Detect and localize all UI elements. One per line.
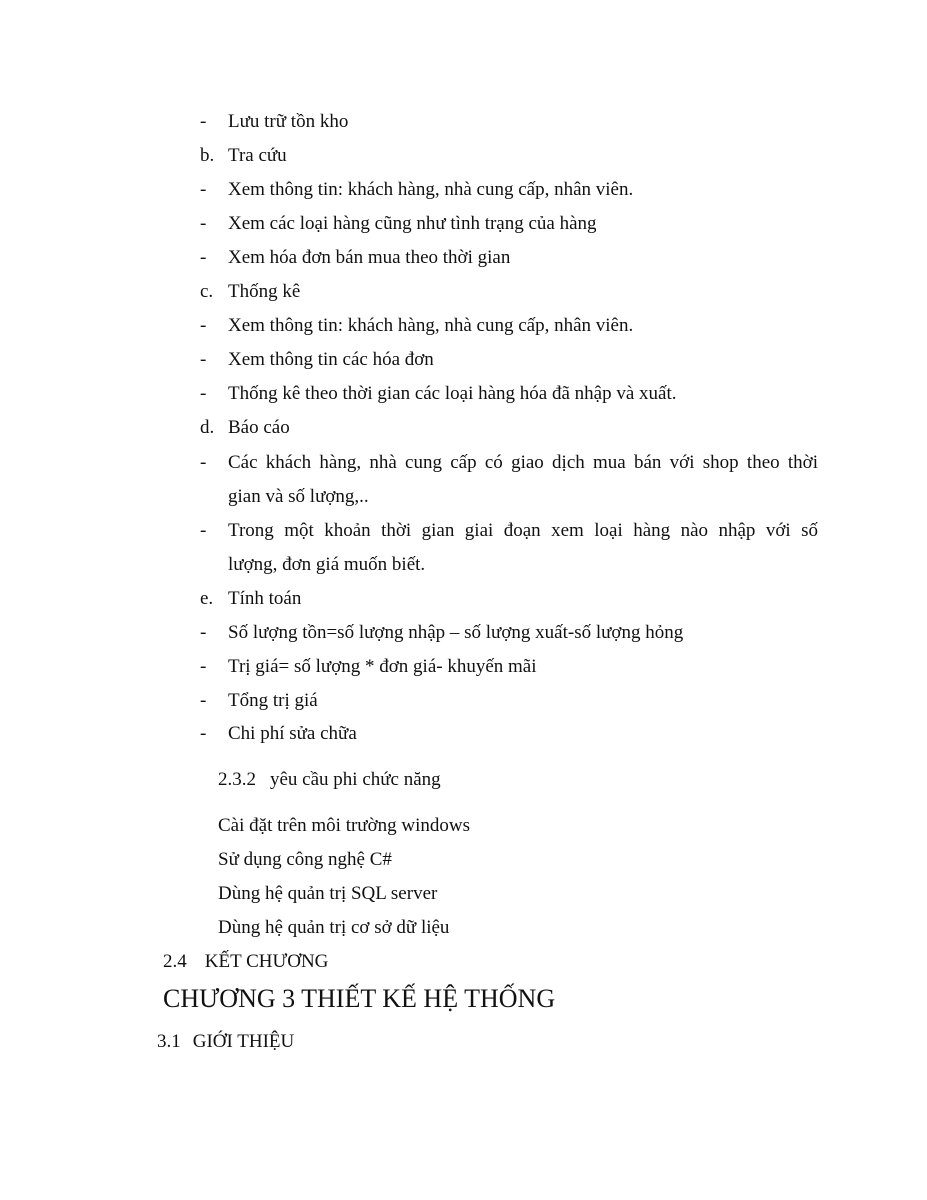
list-item-text: Thống kê theo thời gian các loại hàng hóa đã nhập và xuất.: [228, 383, 677, 404]
bullet-marker: -: [200, 349, 207, 370]
subheading-marker: c.: [200, 281, 214, 302]
subsection-number: 2.3.2: [218, 769, 256, 790]
subheading-text: Tra cứu: [228, 145, 287, 166]
bullet-marker: -: [200, 179, 207, 200]
chapter-title: CHƯƠNG 3 THIẾT KẾ HỆ THỐNG: [163, 984, 556, 1013]
bullet-marker: -: [200, 247, 207, 268]
subheading-marker: e.: [200, 588, 214, 609]
bullet-marker: -: [200, 656, 207, 677]
bullet-marker: -: [200, 111, 207, 132]
list-item-text: Xem các loại hàng cũng như tình trạng của hàng: [228, 213, 597, 234]
list-item-text-line2: lượng, đơn giá muốn biết.: [228, 554, 426, 575]
subsection-title: yêu cầu phi chức năng: [270, 769, 441, 790]
section-title: KẾT CHƯƠNG: [204, 951, 329, 972]
bullet-marker: -: [200, 315, 207, 336]
requirement-line: Sử dụng công nghệ C#: [218, 849, 392, 870]
bullet-marker: -: [200, 690, 207, 711]
bullet-marker: -: [200, 520, 207, 541]
list-item-text: Số lượng tồn=số lượng nhập – số lượng xuất-số lượng hỏng: [228, 622, 684, 643]
section-heading: [157, 1030, 294, 1054]
subheading-marker: b.: [200, 145, 215, 166]
bullet-marker: -: [200, 383, 207, 404]
list-item-text-line1: Trong một khoản thời gian giai đoạn xem loại hàng nào nhập với số: [228, 520, 818, 541]
requirement-line: Cài đặt trên môi trường windows: [218, 815, 471, 836]
subheading-marker: d.: [200, 417, 215, 438]
subheading-text: Tính toán: [228, 588, 302, 609]
section-heading: [163, 950, 328, 974]
list-item-text: Xem thông tin các hóa đơn: [228, 349, 434, 370]
list-item-text: Tổng trị giá: [228, 690, 318, 711]
list-item-text: Xem hóa đơn bán mua theo thời gian: [228, 247, 511, 268]
list-item-text-line2: gian và số lượng,..: [228, 486, 369, 507]
list-item-text: Xem thông tin: khách hàng, nhà cung cấp, nhân viên.: [228, 315, 634, 336]
list-item-text-line1: Các khách hàng, nhà cung cấp có giao dịch mua bán với shop theo thời: [228, 452, 818, 473]
bullet-marker: -: [200, 213, 207, 234]
list-item-text: Chi phí sửa chữa: [228, 723, 357, 744]
subsection-heading: [218, 768, 441, 792]
list-item-text: Xem thông tin: khách hàng, nhà cung cấp, nhân viên.: [228, 179, 634, 200]
list-item-text: Lưu trữ tồn kho: [228, 111, 349, 132]
section-number: 3.1: [157, 1031, 181, 1052]
bullet-marker: -: [200, 723, 207, 744]
section-number: 2.4: [163, 951, 187, 972]
subheading-text: Thống kê: [228, 281, 301, 302]
requirement-line: Dùng hệ quản trị SQL server: [218, 883, 438, 904]
list-item-text: Trị giá= số lượng * đơn giá- khuyến mãi: [228, 656, 537, 677]
bullet-marker: -: [200, 622, 207, 643]
bullet-marker: -: [200, 452, 207, 473]
requirement-line: Dùng hệ quản trị cơ sở dữ liệu: [218, 917, 450, 938]
subheading-text: Báo cáo: [228, 417, 290, 438]
section-title: GIỚI THIỆU: [192, 1031, 295, 1052]
